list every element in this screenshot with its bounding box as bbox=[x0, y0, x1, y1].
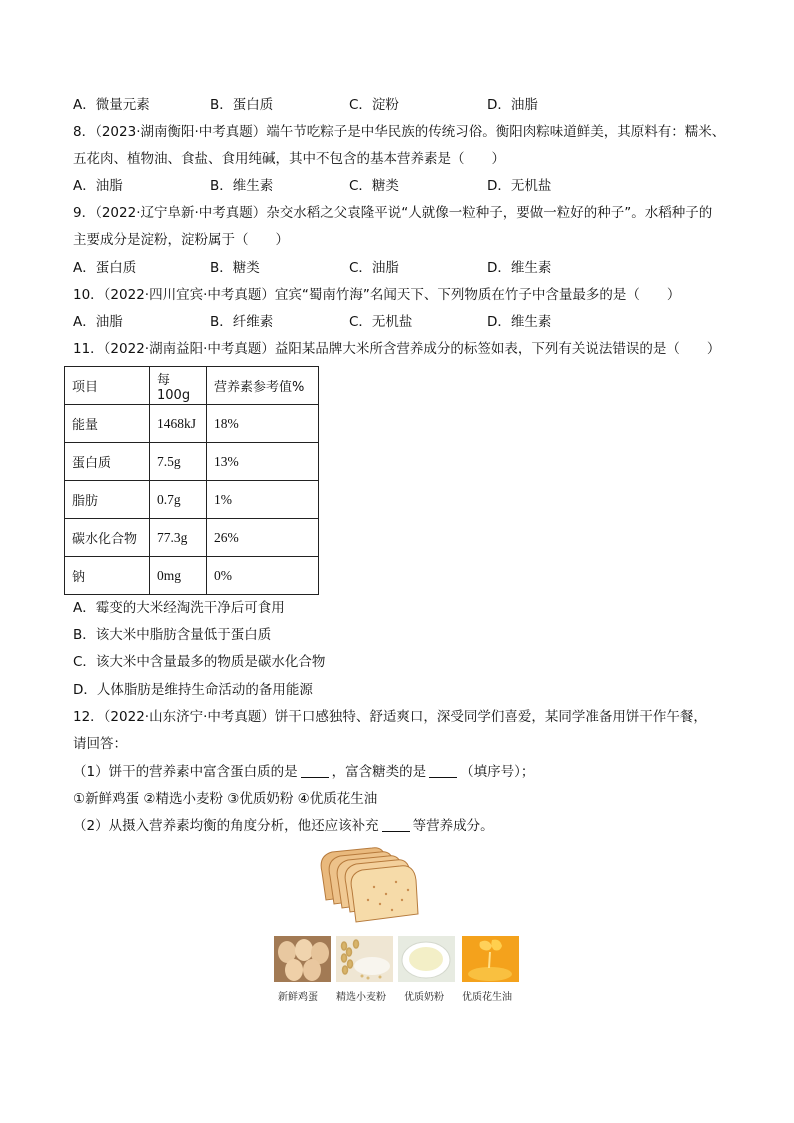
biscuit-figure bbox=[270, 842, 522, 1002]
eggs-image bbox=[274, 936, 331, 982]
q12-part1 bbox=[73, 762, 534, 782]
q8-options bbox=[73, 176, 733, 196]
table-cell: 13% bbox=[207, 443, 319, 481]
q8-stem-line1: 8．（2023·湖南衡阳·中考真题）端午节吃粽子是中华民族的传统习俗。衡阳肉粽味道鲜美，其原料有：糯米、 bbox=[73, 124, 726, 140]
wheat-flour-image bbox=[336, 936, 393, 982]
q10-options bbox=[73, 312, 733, 332]
caption-eggs: 新鲜鸡蛋 bbox=[278, 992, 318, 1003]
q10-stem-line1: 10．（2022·四川宜宾·中考真题）宜宾“蜀南竹海”名闻天下、下列物质在竹子中含量最多的是（ ） bbox=[73, 287, 681, 303]
q8-option-d: D．无机盐 bbox=[487, 178, 552, 194]
milk-powder-image bbox=[398, 936, 455, 982]
table-row bbox=[65, 557, 319, 595]
q12-stem-line1: 12．（2022·山东济宁·中考真题）饼干口感独特、舒适爽口，深受同学们喜爱，某同学准备用饼干作午餐， bbox=[73, 709, 707, 725]
q11-option-a: A．霉变的大米经淘洗干净后可食用 bbox=[73, 600, 285, 616]
nutrition-table bbox=[64, 366, 319, 595]
biscuit-stack-image bbox=[314, 842, 420, 924]
table-cell: 脂肪 bbox=[65, 481, 150, 519]
q8-option-b: B．维生素 bbox=[210, 178, 274, 194]
q12-part1-text-c: （填序号）； bbox=[460, 764, 535, 780]
ingredient-thumbnails bbox=[274, 936, 518, 984]
q12-stem-line2: 请回答： bbox=[73, 736, 127, 752]
caption-wheat-flour: 精选小麦粉 bbox=[336, 992, 386, 1003]
q12-part1-text-b: ，富含糖类的是 bbox=[331, 764, 427, 780]
q9-option-a: A．蛋白质 bbox=[73, 260, 137, 276]
table-cell: 0% bbox=[207, 557, 319, 595]
q10-option-c: C．无机盐 bbox=[349, 314, 413, 330]
q12-part2-text-a: （2）从摄入营养素均衡的角度分析，他还应该补充 bbox=[73, 818, 379, 834]
q10-option-d: D．维生素 bbox=[487, 314, 552, 330]
q9-options bbox=[73, 258, 733, 278]
q10-option-a: A．油脂 bbox=[73, 314, 123, 330]
table-cell: 能量 bbox=[65, 405, 150, 443]
q7-option-c: C．淀粉 bbox=[349, 97, 399, 113]
table-cell: 碳水化合物 bbox=[65, 519, 150, 557]
table-cell: 1468kJ bbox=[150, 405, 207, 443]
q12-ingredients: ①新鲜鸡蛋 ②精选小麦粉 ③优质奶粉 ④优质花生油 bbox=[73, 791, 378, 807]
table-header-row bbox=[65, 367, 319, 405]
table-cell: 钠 bbox=[65, 557, 150, 595]
q11-option-b: B．该大米中脂肪含量低于蛋白质 bbox=[73, 627, 272, 643]
table-header-cell: 营养素参考值% bbox=[207, 367, 319, 405]
q7-option-d: D．油脂 bbox=[487, 97, 538, 113]
caption-milk-powder: 优质奶粉 bbox=[404, 992, 444, 1003]
q8-option-a: A．油脂 bbox=[73, 178, 123, 194]
table-cell: 18% bbox=[207, 405, 319, 443]
q10-option-b: B．纤维素 bbox=[210, 314, 274, 330]
table-cell: 26% bbox=[207, 519, 319, 557]
table-row bbox=[65, 405, 319, 443]
q9-stem-line1: 9．（2022·辽宁阜新·中考真题）杂交水稻之父袁隆平说“人就像一粒种子，要做一粒好的种子”。水稻种子的 bbox=[73, 205, 713, 221]
q12-answer-blank-3[interactable] bbox=[382, 817, 410, 832]
q12-part1-text-a: （1）饼干的营养素中富含蛋白质的是 bbox=[73, 764, 298, 780]
table-cell: 7.5g bbox=[150, 443, 207, 481]
q12-answer-blank-2[interactable] bbox=[429, 763, 457, 778]
q11-option-d: D．人体脂肪是维持生命活动的备用能源 bbox=[73, 682, 313, 698]
table-row bbox=[65, 481, 319, 519]
table-row bbox=[65, 519, 319, 557]
q8-stem-line2: 五花肉、植物油、食盐、食用纯碱，其中不包含的基本营养素是（ ） bbox=[73, 151, 505, 167]
table-cell: 0.7g bbox=[150, 481, 207, 519]
caption-peanut-oil: 优质花生油 bbox=[462, 992, 512, 1003]
table-cell: 1% bbox=[207, 481, 319, 519]
table-cell: 77.3g bbox=[150, 519, 207, 557]
table-header-cell: 项目 bbox=[65, 367, 150, 405]
table-row bbox=[65, 443, 319, 481]
q7-option-a: A．微量元素 bbox=[73, 97, 150, 113]
peanut-oil-image bbox=[462, 936, 519, 982]
q9-option-c: C．油脂 bbox=[349, 260, 399, 276]
q9-option-b: B．糖类 bbox=[210, 260, 260, 276]
q9-option-d: D．维生素 bbox=[487, 260, 552, 276]
q7-options bbox=[73, 95, 733, 115]
q12-answer-blank-1[interactable] bbox=[301, 763, 329, 778]
q7-option-b: B．蛋白质 bbox=[210, 97, 274, 113]
q8-option-c: C．糖类 bbox=[349, 178, 399, 194]
q12-part2-text-b: 等营养成分。 bbox=[412, 818, 494, 834]
table-header-cell: 每 100g bbox=[150, 367, 207, 405]
q9-stem-line2: 主要成分是淀粉，淀粉属于（ ） bbox=[73, 232, 289, 248]
q12-part2 bbox=[73, 816, 494, 836]
table-cell: 0mg bbox=[150, 557, 207, 595]
q11-stem-line1: 11．（2022·湖南益阳·中考真题）益阳某品牌大米所含营养成分的标签如表，下列有关说法错误的是（ ） bbox=[73, 341, 721, 357]
table-cell: 蛋白质 bbox=[65, 443, 150, 481]
q11-option-c: C．该大米中含量最多的物质是碳水化合物 bbox=[73, 654, 326, 670]
